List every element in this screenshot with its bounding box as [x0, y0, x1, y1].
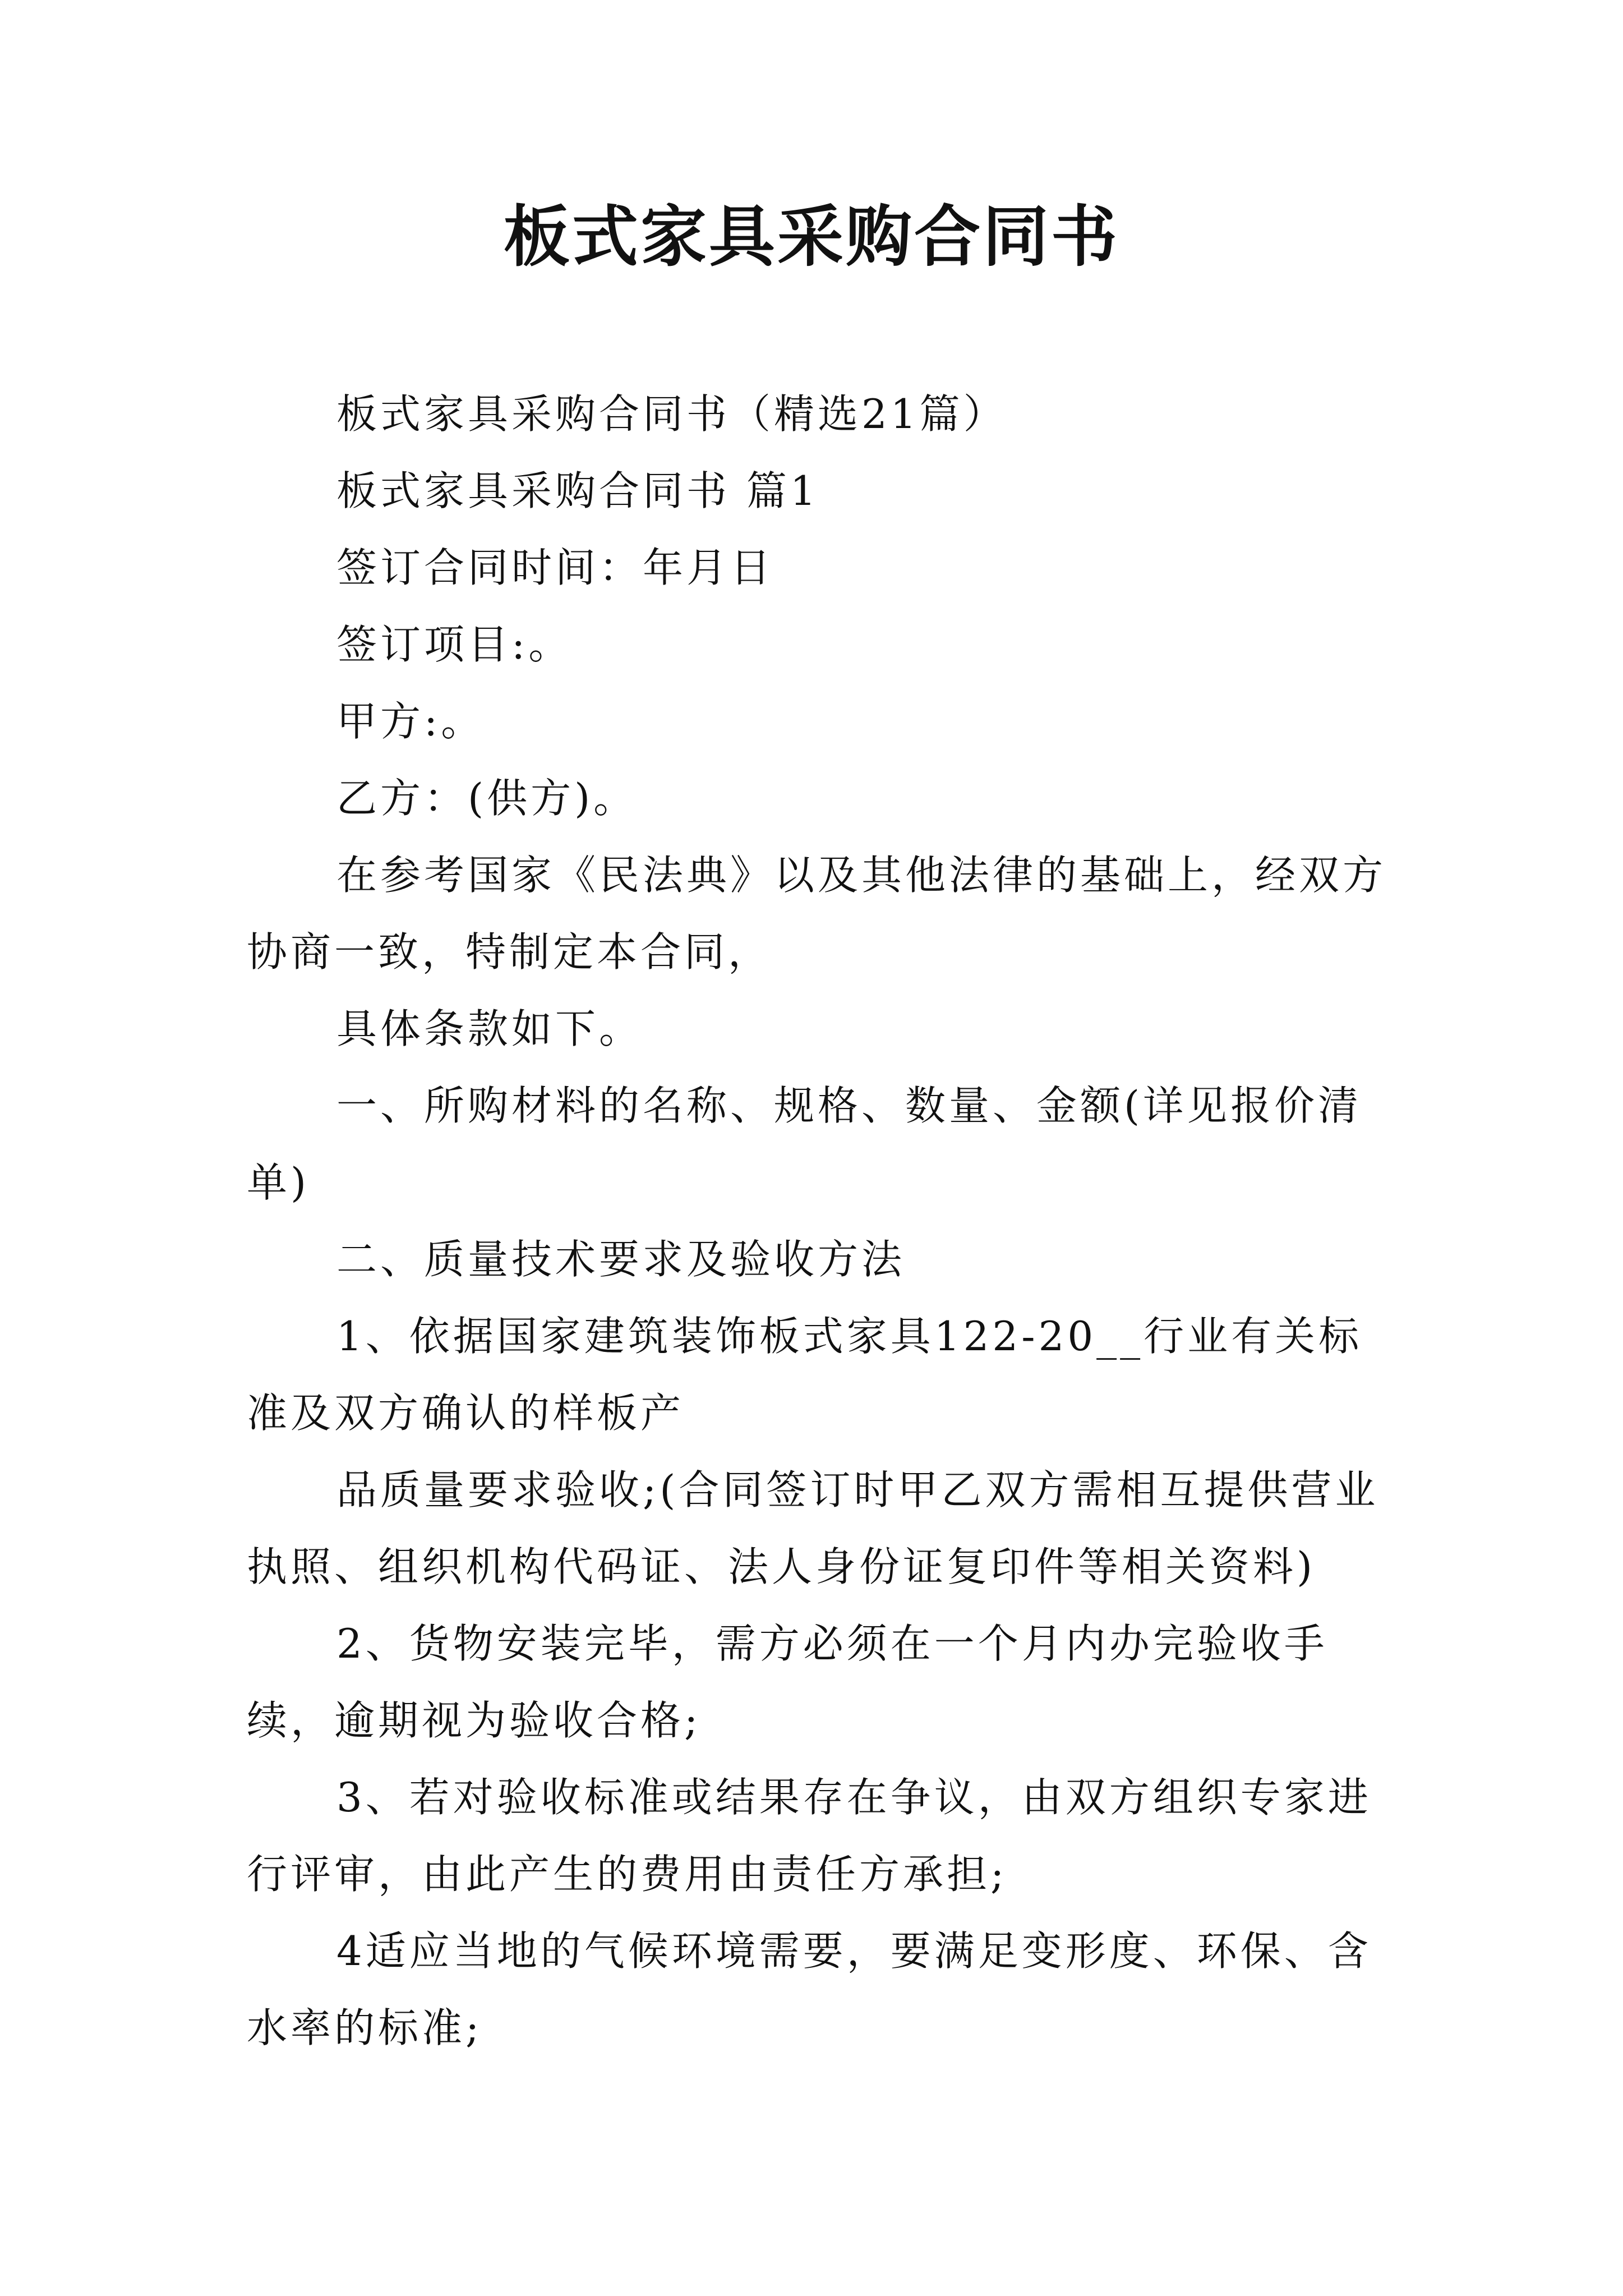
- paragraph: 二、质量技术要求及验收方法: [336, 1236, 906, 1283]
- paragraph: 1、依据国家建筑装饰板式家具122-20__行业有关标准及双方确认的样板产: [247, 1313, 1363, 1437]
- paragraph: 具体条款如下。: [336, 1005, 643, 1052]
- document-body: [247, 376, 1391, 2067]
- paragraph: 一、所购材料的名称、规格、数量、金额(详见报价清单): [247, 1082, 1362, 1206]
- paragraph: 品质量要求验收;(合同签订时甲乙双方需相互提供营业执照、组织机构代码证、法人身份证复印件等相关资料): [247, 1466, 1379, 1590]
- paragraph: 签订合同时间：年月日: [336, 544, 774, 591]
- paragraph: 板式家具采购合同书 篇1: [336, 467, 819, 514]
- paragraph: 板式家具采购合同书（精选21篇）: [336, 390, 1007, 438]
- paragraph: 在参考国家《民法典》以及其他法律的基础上，经双方协商一致，特制定本合同，: [247, 852, 1387, 976]
- paragraph: 2、货物安装完毕，需方必须在一个月内办完验收手续，逾期视为验收合格;: [247, 1620, 1328, 1744]
- paragraph: 3、若对验收标准或结果存在争议，由双方组织专家进行评审，由此产生的费用由责任方承担;: [247, 1774, 1372, 1898]
- paragraph: 甲方:。: [336, 698, 485, 745]
- paragraph: 乙方：(供方)。: [336, 775, 638, 822]
- document-title: 板式家具采购合同书: [503, 197, 1119, 275]
- paragraph: 签订项目:。: [336, 621, 573, 668]
- paragraph: 4适应当地的气候环境需要，要满足变形度、环保、含水率的标准;: [247, 1927, 1372, 2051]
